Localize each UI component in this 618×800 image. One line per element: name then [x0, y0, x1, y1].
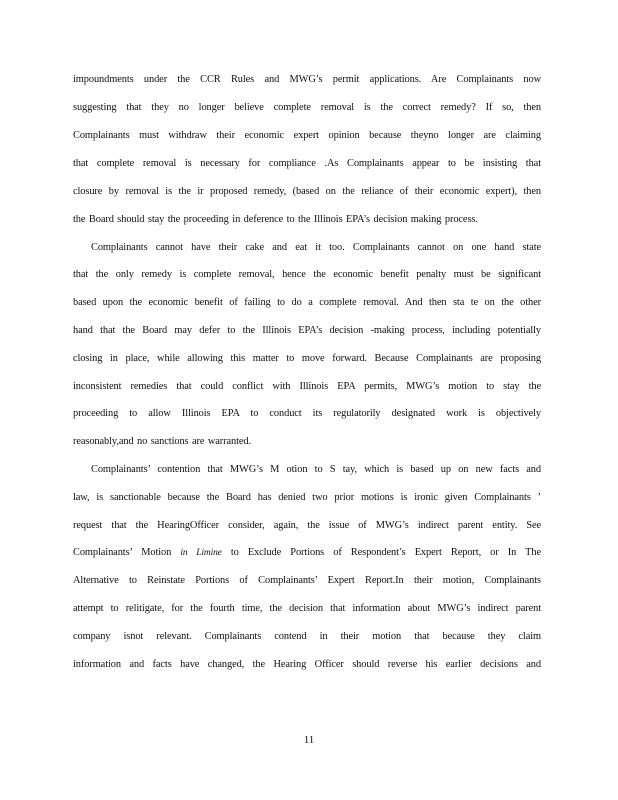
italic-term: in Limine: [180, 548, 222, 558]
paragraph-first-line: Complainants cannot have their cake and eat it too. Complainants cannot on one hand state: [91, 242, 541, 253]
paragraph-first-line: Complainants’ contention that MWG’s M otion to S tay, which is based up on new facts and: [91, 464, 541, 475]
text-segment: Complainants’ Motion: [73, 547, 181, 558]
text-line: based upon the economic benefit of failing to do a complete removal. And then sta te on the other: [73, 297, 541, 308]
text-line: that complete removal is necessary for compliance .As Complainants appear to be insisting that: [73, 158, 541, 169]
text-line: suggesting that they no longer believe complete removal is the correct remedy? If so, then: [73, 102, 541, 113]
text-line: closing in place, while allowing this matter to move forward. Because Complainants are proposing: [73, 353, 541, 364]
text-line: law, is sanctionable because the Board has denied two prior motions is ironic given Complainants ’: [73, 492, 541, 503]
text-line: company isnot relevant. Complainants contend in their motion that because they claim: [73, 631, 541, 642]
text-segment: to Exclude Portions of Respondent’s Expert Report, or In The: [221, 547, 541, 558]
text-line: the Board should stay the proceeding in deference to the Illinois EPA’s decision making process.: [73, 214, 478, 225]
text-line: proceeding to allow Illinois EPA to conduct its regulatorily designated work is objectively: [73, 408, 541, 419]
text-line: hand that the Board may defer to the Illinois EPA’s decision -making process, including potentially: [73, 325, 541, 336]
text-line: Complainants must withdraw their economic expert opinion because theyno longer are claiming: [73, 130, 541, 141]
text-line: information and facts have changed, the Hearing Officer should reverse his earlier decisions and: [73, 659, 541, 670]
text-line: closure by removal is the ir proposed remedy, (based on the reliance of their economic expert), then: [73, 186, 541, 197]
text-line: impoundments under the CCR Rules and MWG’s permit applications. Are Complainants now: [73, 74, 541, 85]
text-line: attempt to relitigate, for the fourth time, the decision that information about MWG’s indirect parent: [73, 603, 541, 614]
text-line: Alternative to Reinstate Portions of Complainants’ Expert Report.In their motion, Complainants: [73, 575, 541, 586]
text-line: reasonably,and no sanctions are warranted.: [73, 436, 252, 447]
text-line: that the only remedy is complete removal, hence the economic benefit penalty must be significant: [73, 269, 541, 280]
text-line: request that the HearingOfficer consider, again, the issue of MWG’s indirect parent entity. See: [73, 520, 541, 531]
text-line: inconsistent remedies that could conflict with Illinois EPA permits, MWG’s motion to stay the: [73, 381, 541, 392]
page-number: 11: [303, 734, 315, 746]
text-line-with-italic: [73, 546, 541, 560]
